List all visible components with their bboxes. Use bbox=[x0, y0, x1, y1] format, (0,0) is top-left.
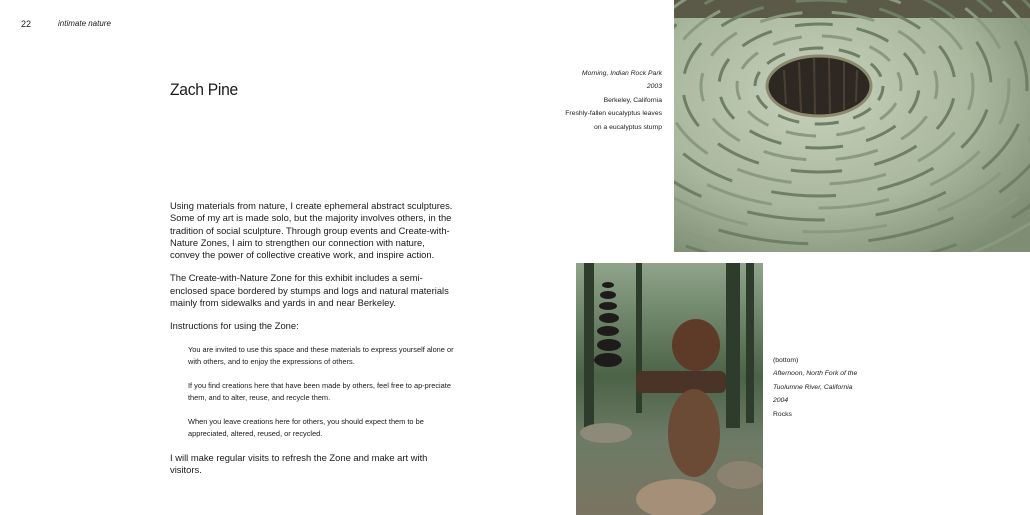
leaf-arc bbox=[795, 24, 833, 26]
paragraph-intro: Using materials from nature, I create ephemeral abstract sculptures. Some of my art is made solo, but the majority involves others, in the tradition of social sculpture. Through group events and Create-with-Nature Zones, I aim to strengthen our connection with nature, convey the power of collective creative work, and inspire action. bbox=[170, 200, 453, 261]
photo-eucalyptus-leaf-spiral bbox=[674, 0, 1030, 252]
rock-stack-illustration bbox=[576, 263, 763, 515]
leaf-spiral-illustration bbox=[674, 0, 1030, 252]
article-body bbox=[170, 200, 455, 487]
leaf-arc bbox=[805, 146, 843, 148]
page-number: 22 bbox=[21, 19, 32, 29]
caption-year: 2003 bbox=[646, 83, 662, 91]
caption-top-image bbox=[532, 67, 662, 134]
caption-materials: Freshly-fallen eucalyptus leaves bbox=[565, 110, 662, 118]
instruction-item: If you find creations here that have been made by others, feel free to ap-preciate them, and to alter, reuse, and recycle them. bbox=[188, 380, 451, 403]
photo-balanced-rocks bbox=[576, 263, 763, 515]
caption-location: Berkeley, California bbox=[603, 96, 662, 104]
paragraph-zone: The Create-with-Nature Zone for this exhibit includes a semi-enclosed space bordered by stumps and logs and natural materials mainly from sidewalks and yards in and near Berkeley. bbox=[170, 272, 449, 309]
instruction-item: You are invited to use this space and these materials to express yourself alone or with others, and to enjoy the expressions of others. bbox=[188, 344, 454, 367]
instructions-heading: Instructions for using the Zone: bbox=[170, 320, 299, 332]
artist-name-title: Zach Pine bbox=[170, 80, 238, 99]
caption-materials: on a eucalyptus stump bbox=[593, 123, 662, 131]
caption-position: (bottom) bbox=[773, 357, 799, 364]
caption-title: Morning, Indian Rock Park bbox=[581, 70, 662, 77]
caption-title: Afternoon, North Fork of the bbox=[773, 370, 858, 378]
paragraph-closing: I will make regular visits to refresh the Zone and make art with visitors. bbox=[170, 451, 428, 475]
running-title: intimate nature bbox=[58, 19, 111, 28]
caption-bottom-image bbox=[773, 354, 857, 421]
caption-material: Rocks bbox=[773, 410, 792, 418]
instruction-item: When you leave creations here for others, you should expect them to be appreciated, altered, reused, or recycled. bbox=[188, 416, 424, 439]
caption-title: Tuolumne River, California bbox=[773, 383, 853, 391]
caption-year: 2004 bbox=[773, 397, 789, 405]
